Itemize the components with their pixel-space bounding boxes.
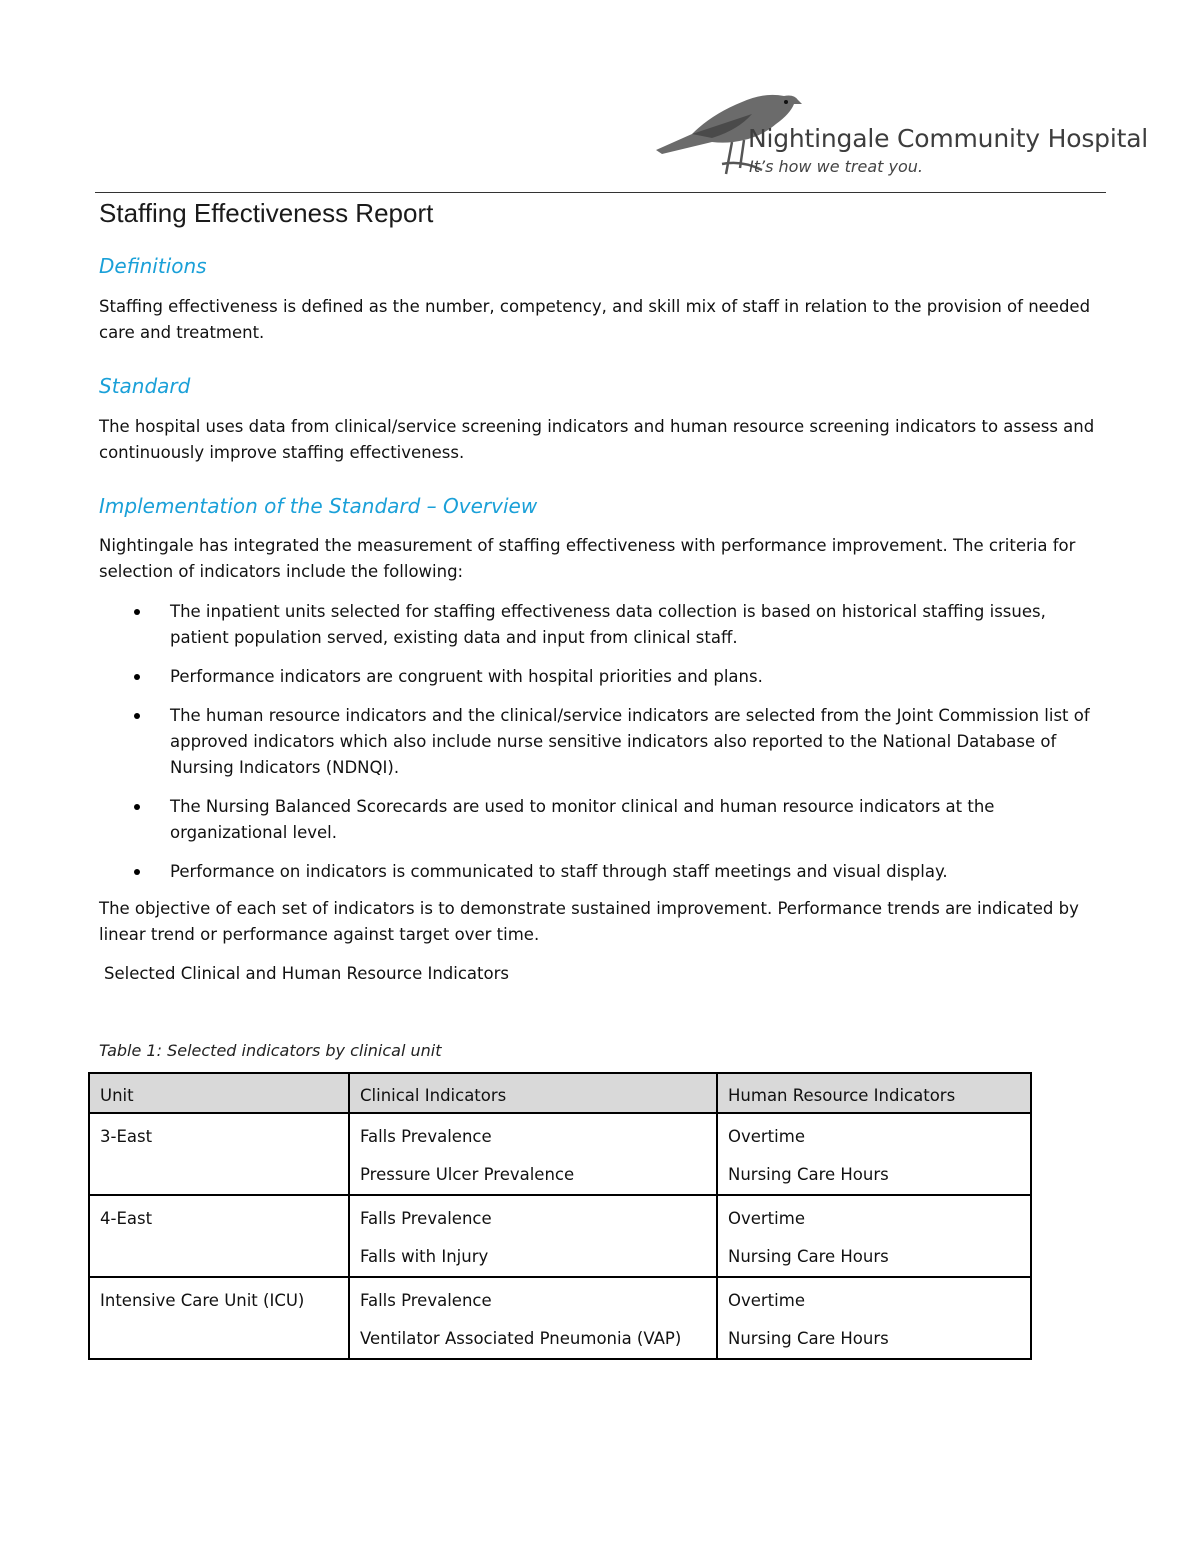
clinical-cell: Falls Prevalence Pressure Ulcer Prevalence <box>349 1113 717 1195</box>
unit-cell: 4-East <box>89 1195 349 1277</box>
hr-cell: Overtime Nursing Care Hours <box>717 1195 1031 1277</box>
implementation-intro: Nightingale has integrated the measurement of staffing effectiveness with performance improvement. The criteria for selection of indicators include the following: <box>99 536 1076 581</box>
list-item: Performance on indicators is communicated to staff through staff meetings and visual display. <box>170 859 1099 885</box>
list-item: The inpatient units selected for staffing effectiveness data collection is based on historical staffing issues, patient population served, existing data and input from clinical staff. <box>170 599 1099 651</box>
definitions-heading: Definitions <box>99 254 207 278</box>
clinical-cell: Falls Prevalence Falls with Injury <box>349 1195 717 1277</box>
table-caption: Table 1: Selected indicators by clinical unit <box>99 1041 442 1060</box>
hr-cell: Overtime Nursing Care Hours <box>717 1277 1031 1359</box>
table-row <box>89 1195 1031 1277</box>
indicators-table <box>88 1072 1032 1360</box>
column-header-hr: Human Resource Indicators <box>717 1073 1031 1113</box>
standard-heading: Standard <box>99 374 191 398</box>
report-title: Staffing Effectiveness Report <box>99 198 434 228</box>
column-header-unit: Unit <box>89 1073 349 1113</box>
hr-cell: Overtime Nursing Care Hours <box>717 1113 1031 1195</box>
table-row <box>89 1277 1031 1359</box>
report-body <box>99 196 1099 1063</box>
unit-cell: 3-East <box>89 1113 349 1195</box>
criteria-list <box>99 599 1099 885</box>
hospital-name: Nightingale Community Hospital <box>748 124 1149 153</box>
standard-text: The hospital uses data from clinical/service screening indicators and human resource screening indicators to assess and continuously improve staffing effectiveness. <box>99 417 1095 462</box>
hospital-logo <box>652 84 1149 184</box>
objective-text: The objective of each set of indicators is to demonstrate sustained improvement. Performance trends are indicated by linear trend or performance against target over time. <box>99 899 1079 944</box>
clinical-cell: Falls Prevalence Ventilator Associated Pneumonia (VAP) <box>349 1277 717 1359</box>
hospital-tagline: It’s how we treat you. <box>749 157 923 176</box>
implementation-heading: Implementation of the Standard – Overview <box>99 494 538 518</box>
list-item: The human resource indicators and the clinical/service indicators are selected from the Joint Commission list of approved indicators which also include nurse sensitive indicators also reported to the National Database of Nursing Indicators (NDNQI). <box>170 703 1099 781</box>
header-divider <box>95 192 1106 193</box>
list-item: The Nursing Balanced Scorecards are used to monitor clinical and human resource indicators at the organizational level. <box>170 794 1099 846</box>
table-row <box>89 1113 1031 1195</box>
list-item: Performance indicators are congruent with hospital priorities and plans. <box>170 664 1099 690</box>
selected-indicators-label: Selected Clinical and Human Resource Indicators <box>104 964 509 983</box>
definitions-text: Staffing effectiveness is defined as the number, competency, and skill mix of staff in relation to the provision of needed care and treatment. <box>99 297 1091 342</box>
table-header-row <box>89 1073 1031 1113</box>
unit-cell: Intensive Care Unit (ICU) <box>89 1277 349 1359</box>
column-header-clinical: Clinical Indicators <box>349 1073 717 1113</box>
